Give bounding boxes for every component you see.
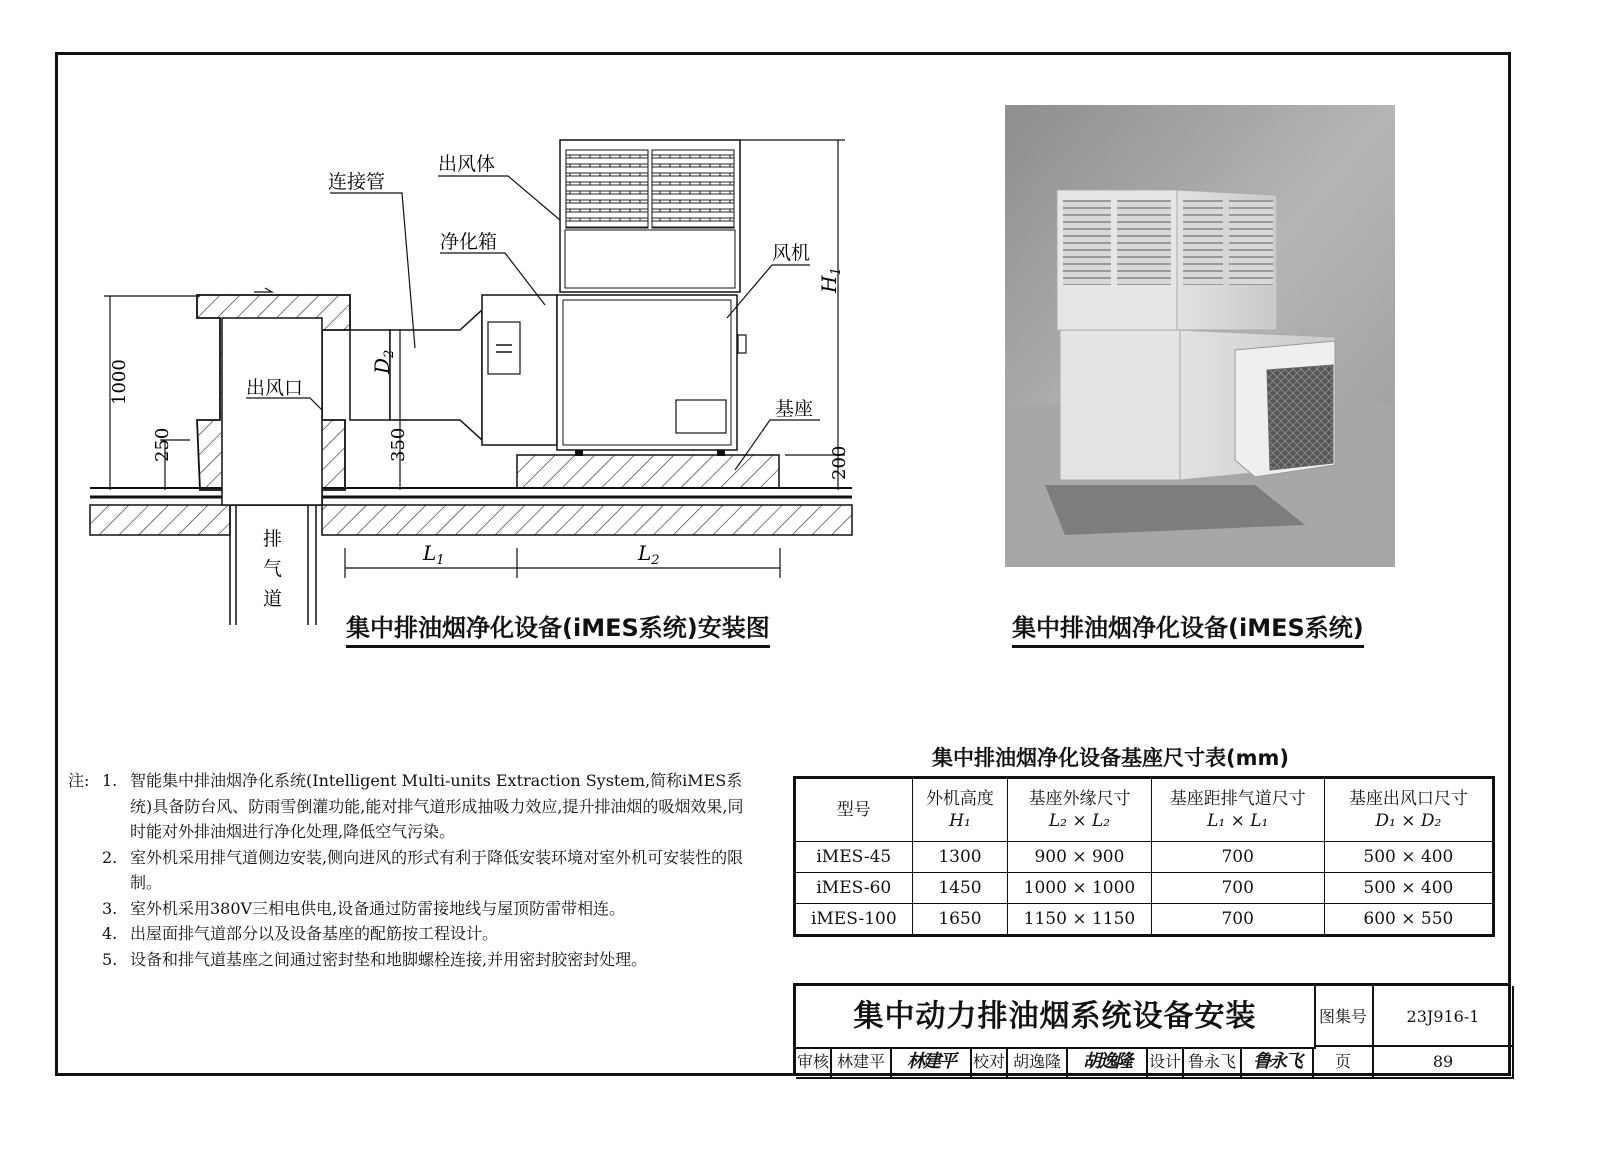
dim-250: 250 <box>152 427 173 462</box>
reviewer-signature: 林建平 <box>892 1047 972 1079</box>
col-header: 基座外缘尺寸 L₂ × L₂ <box>1008 778 1151 842</box>
table-row: iMES-45 1300 900 × 900 700 500 × 400 <box>795 842 1494 873</box>
notes <box>68 768 758 972</box>
checker-name: 胡逸隆 <box>1008 1047 1068 1079</box>
page-number: 89 <box>1374 1047 1514 1079</box>
page-label: 页 <box>1314 1047 1374 1079</box>
label-connect-pipe: 连接管 <box>328 171 386 193</box>
col-header: 基座出风口尺寸 D₁ × D₂ <box>1324 778 1493 842</box>
dim-d2: $D_2$ <box>370 349 397 374</box>
label-air-outlet: 出风口 <box>246 377 304 399</box>
table-row: iMES-60 1450 1000 × 1000 700 500 × 400 <box>795 873 1494 904</box>
col-header: 基座距排气道尺寸 L₁ × L₁ <box>1151 778 1324 842</box>
atlas-number: 23J916-1 <box>1374 986 1514 1047</box>
table-title: 集中排油烟净化设备基座尺寸表(mm) <box>932 746 1289 770</box>
label-exhaust-duct: 排气道 <box>263 528 283 610</box>
note-item: 注: 1. 智能集中排油烟净化系统(Intelligent Multi-units Extraction System,简称iMES系统)具备防台风、防雨雪倒灌功能,能对排气道形成抽吸力效应,提升排油烟的吸烟效果,同时能对外排油烟进行净化处理,降低空气污染。 <box>68 768 758 845</box>
base-pad <box>517 450 779 488</box>
design-label: 设计 <box>1148 1047 1184 1079</box>
checker-signature: 胡逸隆 <box>1068 1047 1148 1079</box>
photo-caption: 集中排油烟净化设备(iMES系统) <box>1012 608 1364 648</box>
notes-label: 注: <box>68 771 90 790</box>
dim-200: 200 <box>829 445 850 480</box>
connecting-pipe <box>350 310 482 440</box>
dim-h1: $H_1$ <box>817 267 844 293</box>
col-header: 型号 <box>795 778 913 842</box>
label-fan: 风机 <box>772 242 811 264</box>
drawing-caption: 集中排油烟净化设备(iMES系统)安装图 <box>346 608 770 648</box>
purify-box <box>482 295 557 445</box>
label-outlet-body: 出风体 <box>438 153 496 175</box>
note-item: 5. 设备和排气道基座之间通过密封垫和地脚螺栓连接,并用密封胶密封处理。 <box>102 949 648 969</box>
roof-slab <box>90 488 852 535</box>
fan-unit <box>557 295 746 450</box>
col-header: 外机高度 H₁ <box>912 778 1008 842</box>
note-item: 4. 出屋面排气道部分以及设备基座的配筋按工程设计。 <box>102 924 499 943</box>
product-photo <box>1005 105 1395 567</box>
installation-drawing <box>60 120 870 640</box>
note-item: 2. 室外机采用排气道侧边安装,侧向进风的形式有利于降低安装环境对室外机可安装性的限制。 <box>102 847 744 892</box>
review-label: 审核 <box>796 1047 832 1079</box>
reviewer-name: 林建平 <box>832 1047 892 1079</box>
check-label: 校对 <box>972 1047 1008 1079</box>
base-size-table <box>793 776 1495 937</box>
dim-1000: 1000 <box>109 359 130 405</box>
outlet-body <box>560 140 740 292</box>
dim-l2: $L_2$ <box>638 541 660 568</box>
label-base: 基座 <box>775 398 814 420</box>
designer-name: 鲁永飞 <box>1184 1047 1242 1079</box>
designer-signature: 鲁永飞 <box>1242 1047 1314 1079</box>
note-item: 3. 室外机采用380V三相电供电,设备通过防雷接地线与屋顶防雷带相连。 <box>102 898 626 918</box>
title-block <box>793 983 1511 1076</box>
sheet-title: 集中动力排油烟系统设备安装 <box>796 986 1316 1049</box>
table-row: iMES-100 1650 1150 × 1150 700 600 × 550 <box>795 904 1494 936</box>
dim-l1: $L_1$ <box>423 541 445 568</box>
atlas-label: 图集号 <box>1314 986 1374 1047</box>
dim-350: 350 <box>388 427 409 462</box>
table-header-row <box>795 778 1494 842</box>
label-purify-box: 净化箱 <box>440 231 498 253</box>
